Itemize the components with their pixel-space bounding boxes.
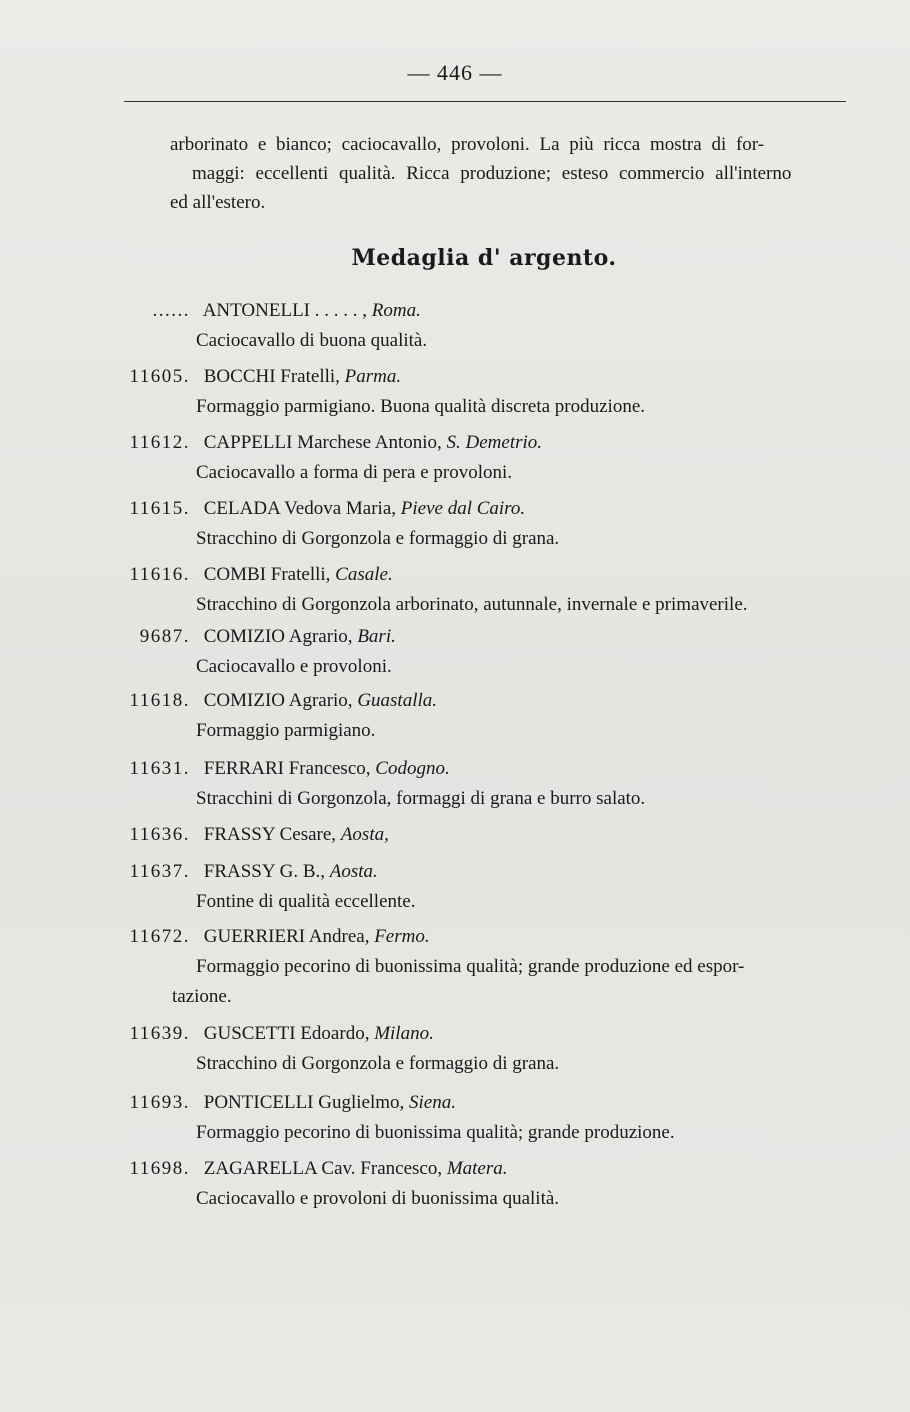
entry-name: ANTONELLI . . . . . , [202,300,367,321]
entry-place: Codogno. [375,758,450,779]
entry-place: Parma. [344,366,402,387]
entry-name: CAPPELLI Marchese Antonio, [203,432,442,453]
entry-place: Guastalla. [357,690,438,711]
exhibitor-entry [100,560,860,620]
entry-number: 11637. [129,861,190,882]
entry-description: Fontine di qualità eccellente. [196,891,416,912]
entry-place: Casale. [335,564,393,585]
entry-number: 11618. [129,690,190,711]
entry-description: Formaggio pecorino di buonissima qualità; grande produzione. [196,1122,675,1143]
entry-name: COMIZIO Agrario, [203,626,353,647]
entry-name: CELADA Vedova Maria, [203,498,397,519]
entry-description: Stracchini di Gorgonzola, formaggi di grana e burro salato. [196,788,646,809]
entry-place: Milano. [374,1023,434,1044]
exhibitor-entry [100,922,860,1012]
entry-name: ZAGARELLA Cav. Francesco, [203,1158,443,1179]
intro-paragraph [170,130,850,217]
exhibitor-entry [100,1088,860,1148]
entry-description: Caciocavallo e provoloni di buonissima qualità. [196,1188,560,1209]
entry-name: FRASSY G. B., [203,861,326,882]
entry-heading [100,362,860,392]
exhibitor-entry [100,494,860,554]
entry-place: Aosta, [340,824,389,845]
entry-number: 11615. [129,498,190,519]
exhibitor-entry [100,622,860,682]
entry-description: Caciocavallo di buona qualità. [196,330,428,351]
exhibitor-entry [100,428,860,488]
entry-heading [100,494,860,524]
entry-description-continuation: tazione. [172,986,232,1007]
entry-description: Formaggio pecorino di buonissima qualità; grande produzione ed espor- [196,956,745,977]
entry-number: 11698. [129,1158,190,1179]
entry-place: Aosta. [329,861,378,882]
entry-number: 9687. [139,626,190,647]
entry-place: Roma. [371,300,421,321]
entry-name: PONTICELLI Guglielmo, [203,1092,405,1113]
exhibitor-entry [100,754,860,814]
entry-number: 11636. [129,824,190,845]
entry-number: 11616. [129,564,190,585]
entry-name: COMBI Fratelli, [203,564,331,585]
intro-line: maggi: eccellenti qualità. Ricca produzione; esteso commercio all'interno [192,163,792,184]
page-number: — 446 — [407,60,503,85]
entry-place: Bari. [357,626,396,647]
exhibitor-entry [100,1019,860,1079]
entry-heading [100,857,860,887]
exhibitor-entry [100,1154,860,1214]
entry-heading [100,686,860,716]
entry-description: Stracchino di Gorgonzola arborinato, autunnale, invernale e primaverile. [196,594,748,615]
entry-heading [100,754,860,784]
entry-name: GUSCETTI Edoardo, [203,1023,370,1044]
exhibitor-entry [100,296,860,356]
exhibitor-entry [100,857,860,917]
entry-heading [100,820,860,850]
entry-heading [100,1088,860,1118]
entry-description: Formaggio parmigiano. [196,720,376,741]
entry-description: Caciocavallo e provoloni. [196,656,392,677]
header-rule [124,101,846,102]
entry-heading [100,428,860,458]
exhibitor-entry [100,820,860,850]
entry-heading [100,622,860,652]
entry-name: GUERRIERI Andrea, [203,926,370,947]
entry-heading [100,560,860,590]
section-title: Medaglia d' argento. [351,245,617,271]
entry-name: COMIZIO Agrario, [203,690,353,711]
exhibitor-entry [100,686,860,746]
entry-number: 11631. [129,758,190,779]
entry-number: 11639. [129,1023,190,1044]
entry-description: Stracchino di Gorgonzola e formaggio di grana. [196,1053,560,1074]
entry-heading [100,1019,860,1049]
entry-number: 11693. [129,1092,190,1113]
entry-heading [100,922,860,952]
entry-place: S. Demetrio. [446,432,543,453]
entry-place: Siena. [409,1092,456,1113]
exhibitor-entry [100,362,860,422]
entry-number: 11672. [129,926,190,947]
entry-place: Matera. [446,1158,508,1179]
entry-name: FERRARI Francesco, [203,758,371,779]
intro-line: ed all'estero. [170,192,266,213]
entry-number: ...... [152,300,190,321]
entry-description: Caciocavallo a forma di pera e provoloni. [196,462,513,483]
entry-number: 11612. [129,432,190,453]
entry-place: Pieve dal Cairo. [400,498,526,519]
entry-number: 11605. [129,366,190,387]
intro-line: arborinato e bianco; caciocavallo, provoloni. La più ricca mostra di for- [170,134,765,155]
entry-name: FRASSY Cesare, [203,824,337,845]
entry-description: Formaggio parmigiano. Buona qualità discreta produzione. [196,396,646,417]
entry-place: Fermo. [374,926,430,947]
entry-description: Stracchino di Gorgonzola e formaggio di grana. [196,528,560,549]
entry-heading [100,1154,860,1184]
entry-name: BOCCHI Fratelli, [203,366,340,387]
entry-heading [100,296,860,326]
